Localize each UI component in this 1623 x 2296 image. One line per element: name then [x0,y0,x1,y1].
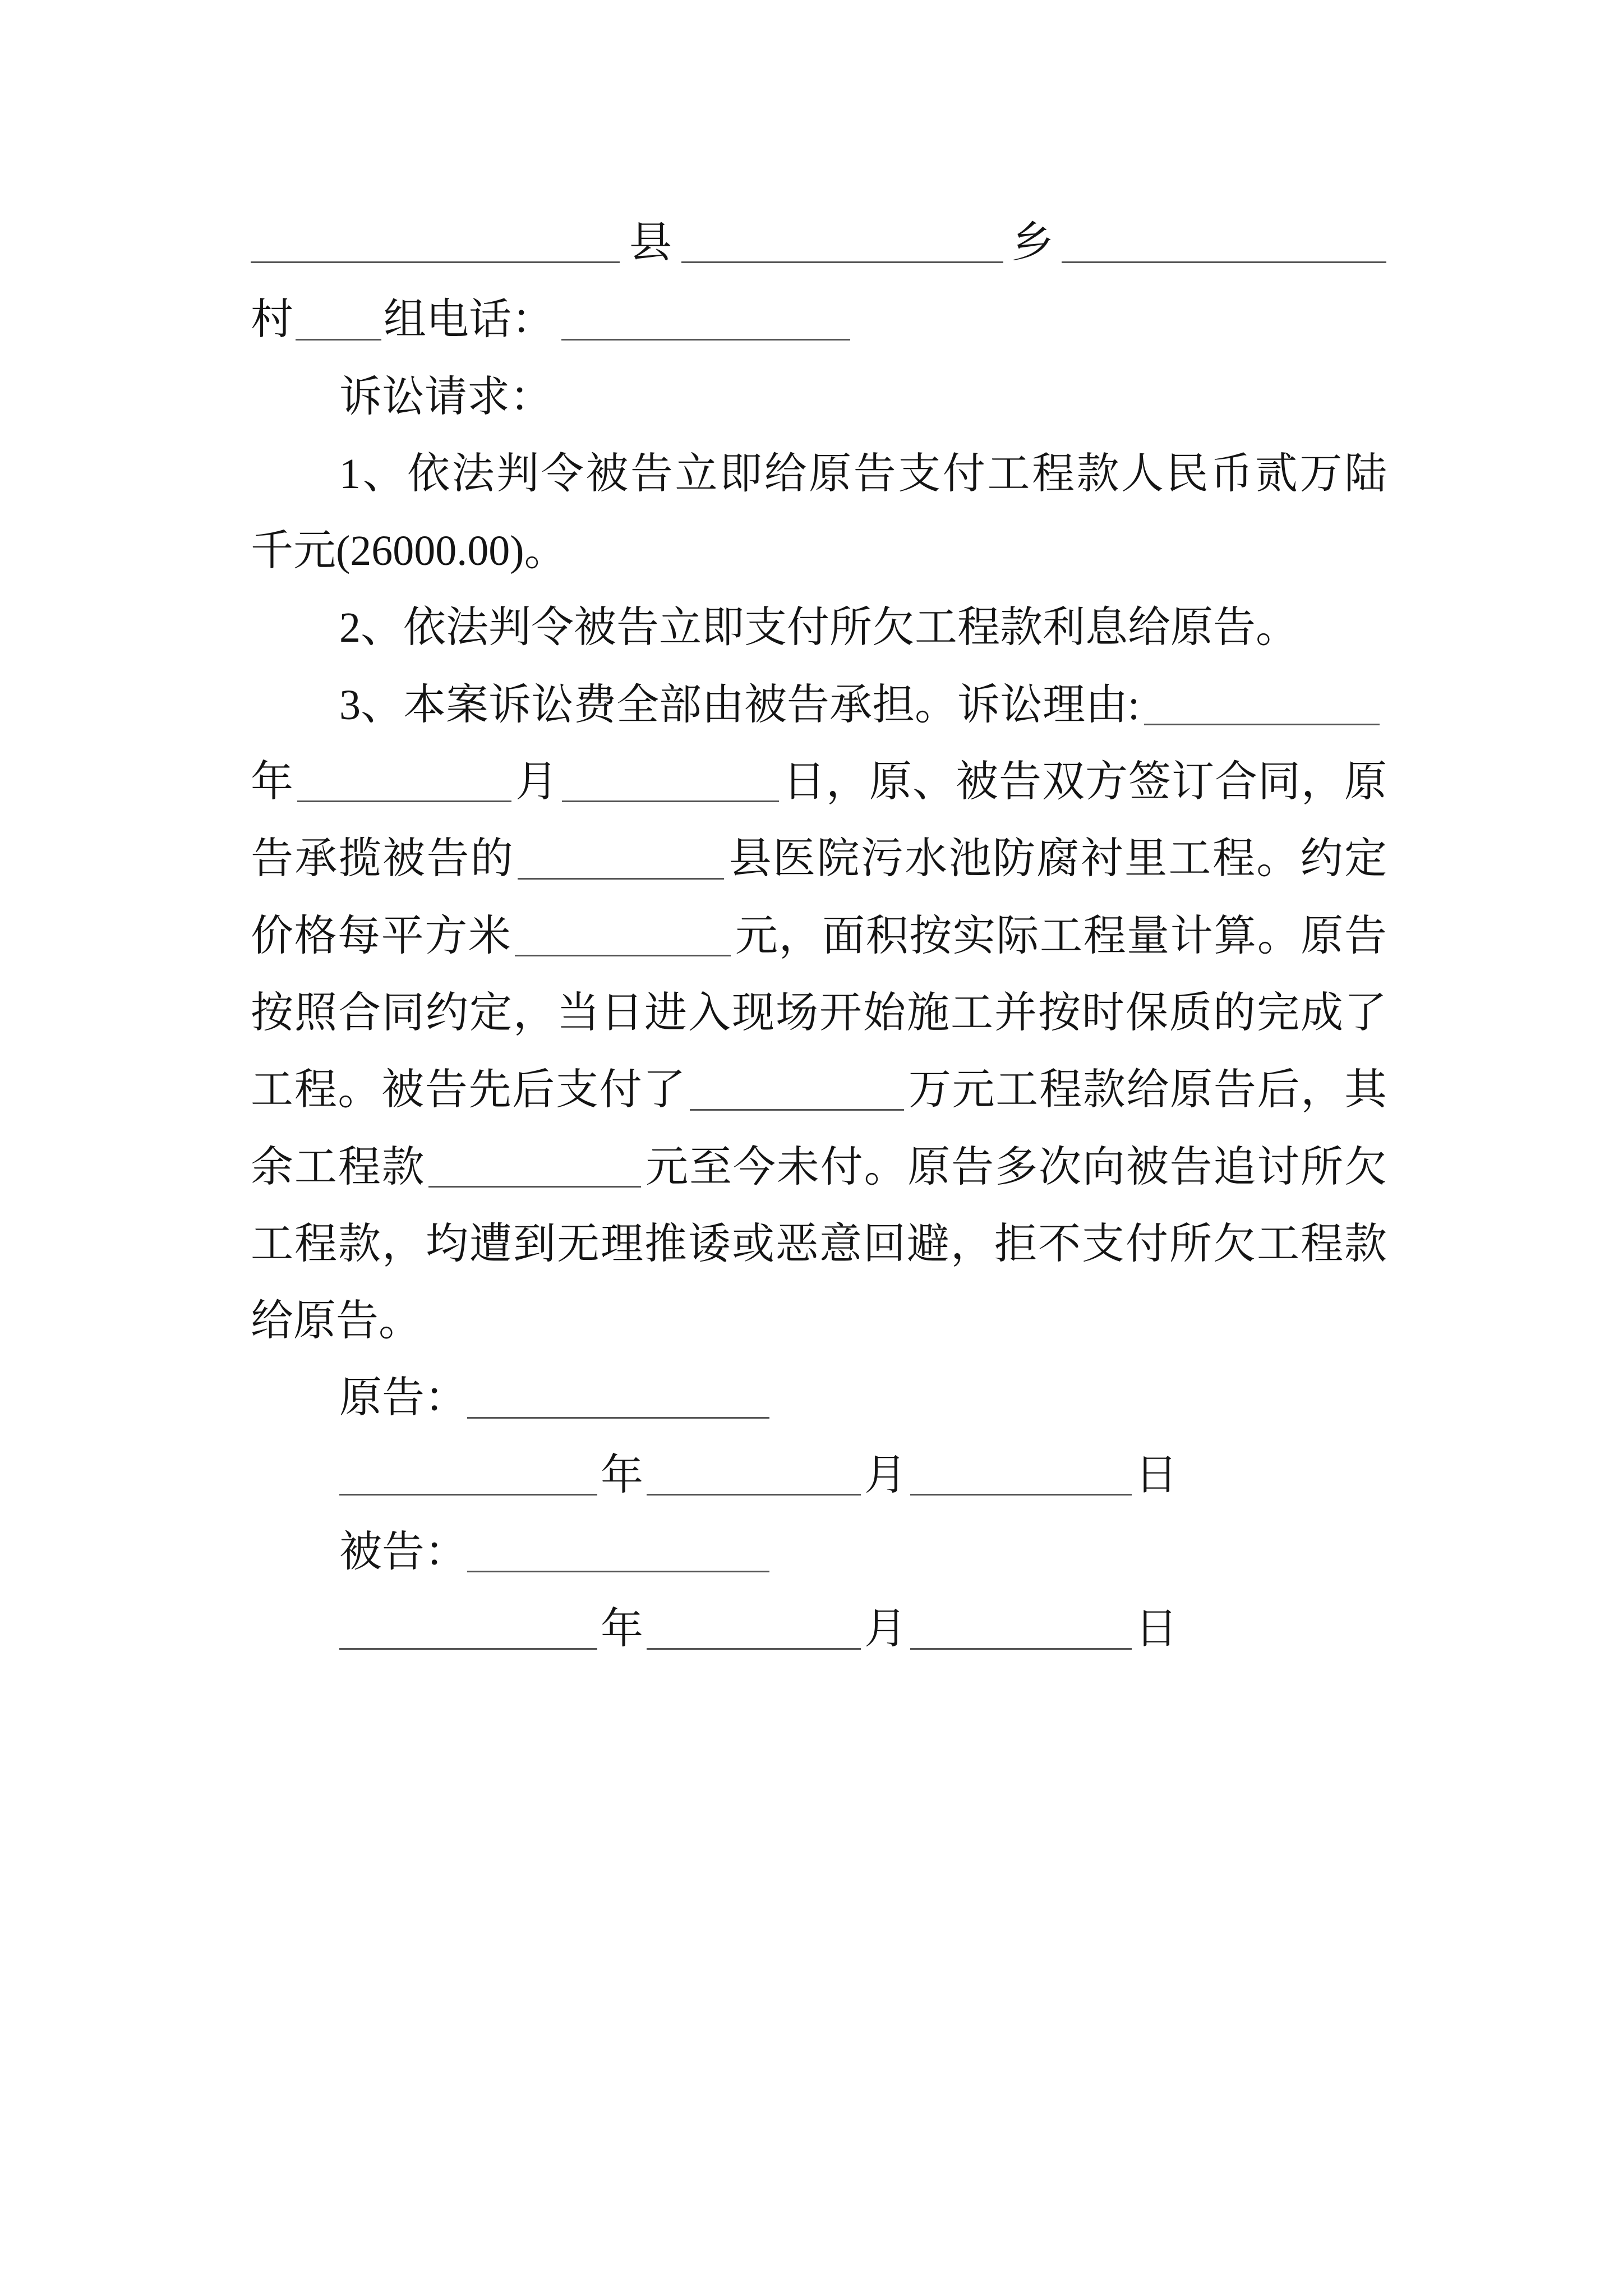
plaintiff-day-blank [910,1494,1132,1496]
reason-text: 县医院污水池防腐衬里工程。约定 [727,835,1387,883]
defendant-month-label: 月 [864,1605,907,1653]
township-blank [681,261,1003,263]
contract-year-label: 年 [251,758,294,806]
reason-text: 余工程款 [251,1143,426,1191]
county-label: 县 [629,219,672,266]
reason-text: 元，面积按实际工程量计算。原告 [734,912,1387,960]
county-blank [251,261,620,263]
reason-text: 元至今未付。原告多次向被告追讨所欠 [644,1143,1387,1191]
plaintiff-day-label: 日 [1135,1451,1178,1499]
defendant-date-line [251,1591,1387,1668]
contract-month-label: 月 [515,758,559,806]
defendant-signature-line [251,1514,1387,1591]
plaintiff-year-blank [339,1494,597,1496]
plaintiff-label: 原告： [339,1374,467,1422]
reason-line-1 [251,744,1387,821]
defendant-year-blank [339,1648,597,1650]
defendant-day-blank [910,1648,1132,1650]
plaintiff-year-label: 年 [601,1451,643,1499]
claim-item-1-line-1: 1、依法判令被告立即给原告支付工程款人民币贰万陆 [339,450,1387,498]
plaintiff-date-line [251,1437,1387,1514]
claim-item-3-text: 3、本案诉讼费全部由被告承担。诉讼理由: [339,681,1140,729]
defendant-day-label: 日 [1135,1605,1178,1653]
plaintiff-name-blank [467,1417,769,1419]
unpaid-amount-blank [428,1186,641,1188]
plaintiff-signature-line [251,1360,1387,1437]
plaintiff-month-blank [647,1494,861,1496]
reason-line-5 [251,1052,1387,1129]
address-line [251,205,1387,282]
claims-heading: 诉讼请求： [339,373,552,421]
defendant-year-label: 年 [601,1605,643,1653]
group-phone-label: 组电话： [384,296,554,344]
reason-text: 价格每平方米 [251,912,512,960]
reason-line-4: 按照合同约定，当日进入现场开始施工并按时保质的完成了 [251,989,1387,1037]
reason-text: 工程。被告先后支付了 [251,1066,687,1114]
village-phone-line [251,282,1387,358]
hospital-county-blank [518,878,724,880]
contract-year-blank [1144,724,1380,725]
claim-item-2: 2、依法判令被告立即支付所欠工程款利息给原告。 [339,604,1298,652]
reason-line-2 [251,821,1387,898]
group-blank [296,339,381,341]
reason-text: 日，原、被告双方签订合同，原 [782,758,1387,806]
defendant-month-blank [647,1648,861,1650]
reason-line-8: 给原告。 [251,1297,421,1345]
complaint-document [251,205,1387,1668]
claim-item-1-line-2: 千元(26000.00)。 [251,527,567,575]
village-name-blank [1062,261,1386,263]
contract-day-blank [562,800,779,802]
reason-line-7: 工程款，均遭到无理推诿或恶意回避，拒不支付所欠工程款 [251,1220,1387,1268]
reason-line-3 [251,898,1387,975]
unit-price-blank [515,955,731,956]
reason-line-6 [251,1129,1387,1206]
claim-item-3 [251,667,1387,744]
village-label: 村 [251,296,293,344]
township-label: 乡 [1011,219,1054,266]
contract-month-blank [297,800,511,802]
phone-blank [561,339,850,341]
reason-text: 万元工程款给原告后，其 [907,1066,1387,1114]
plaintiff-month-label: 月 [864,1451,907,1499]
reason-text: 告承揽被告的 [251,835,515,883]
defendant-label: 被告： [339,1529,467,1576]
defendant-name-blank [467,1571,769,1572]
paid-amount-blank [690,1109,904,1111]
